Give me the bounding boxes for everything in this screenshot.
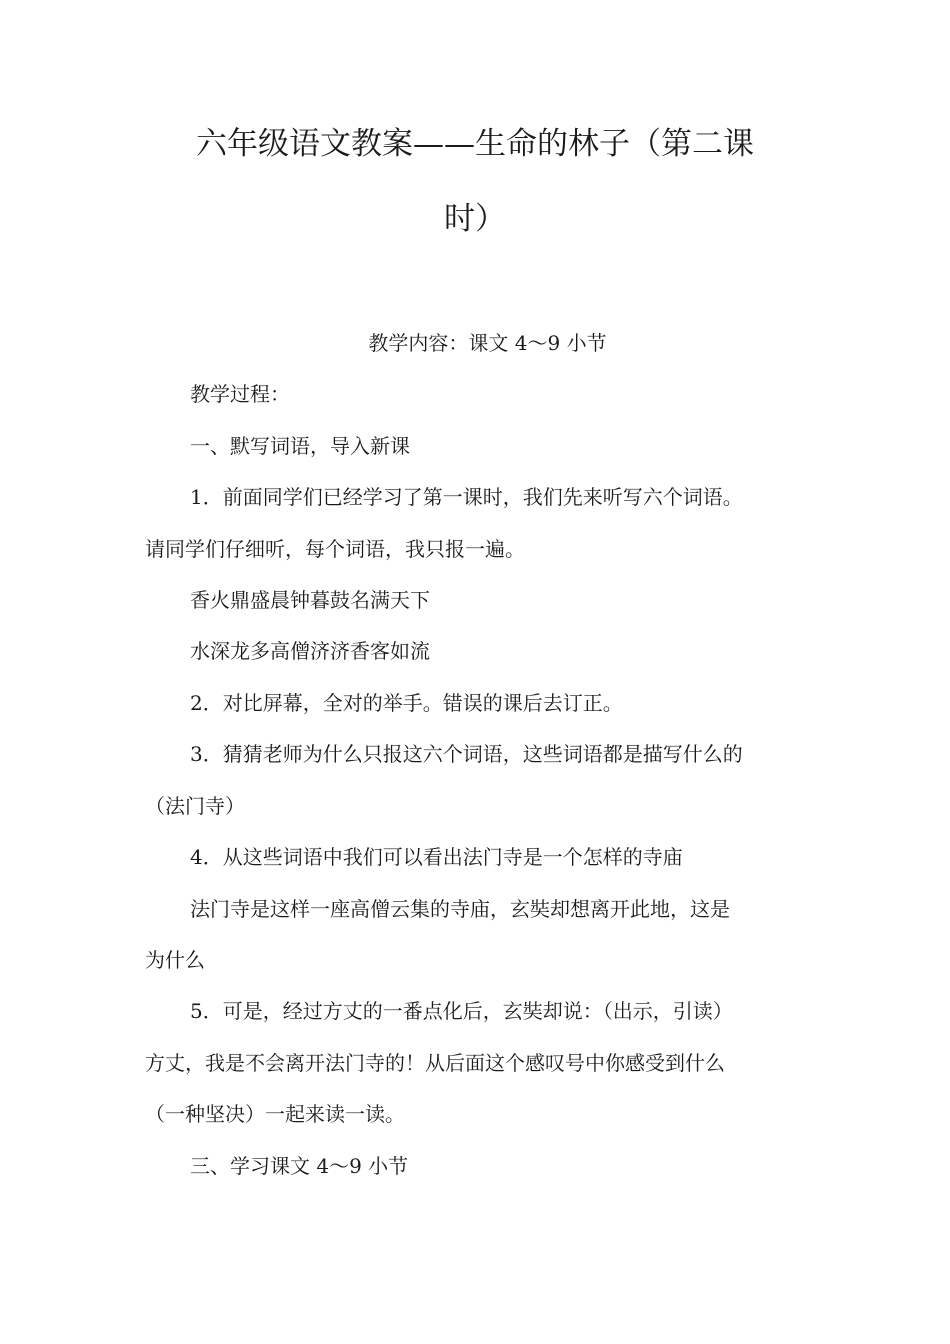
- paragraph-line: 为什么: [145, 948, 205, 972]
- paragraph-line: 请同学们仔细听，每个词语，我只报一遍。: [145, 537, 525, 561]
- paragraph-line: 教学过程：: [190, 382, 290, 406]
- paragraph-line: 法门寺是这样一座高僧云集的寺庙，玄奘却想离开此地，这是: [190, 897, 730, 921]
- document-title-line-1: 六年级语文教案——生命的林子（第二课: [196, 126, 754, 162]
- document-title-line-2: 时）: [444, 201, 506, 237]
- paragraph-line: 方丈，我是不会离开法门寺的！从后面这个感叹号中你感受到什么: [145, 1051, 725, 1075]
- section-heading: 一、默写词语，导入新课: [190, 434, 410, 458]
- paragraph-line: 4．从这些词语中我们可以看出法门寺是一个怎样的寺庙: [190, 845, 683, 869]
- paragraph-line: （一种坚决）一起来读一读。: [145, 1102, 405, 1126]
- teaching-content: 教学内容：课文 4～9 小节: [368, 331, 607, 355]
- paragraph-line: 5．可是，经过方丈的一番点化后，玄奘却说：（出示，引读）: [190, 999, 733, 1023]
- paragraph-line: 3．猜猜老师为什么只报这六个词语，这些词语都是描写什么的: [190, 742, 743, 766]
- paragraph-line: 1．前面同学们已经学习了第一课时，我们先来听写六个词语。: [190, 485, 743, 509]
- section-heading: 三、学习课文 4～9 小节: [190, 1154, 409, 1178]
- word-list-line: 水深龙多高僧济济香客如流: [190, 639, 430, 663]
- paragraph-line: 2．对比屏幕，全对的举手。错误的课后去订正。: [190, 691, 623, 715]
- paragraph-line: （法门寺）: [145, 794, 245, 818]
- word-list-line: 香火鼎盛晨钟暮鼓名满天下: [190, 588, 430, 612]
